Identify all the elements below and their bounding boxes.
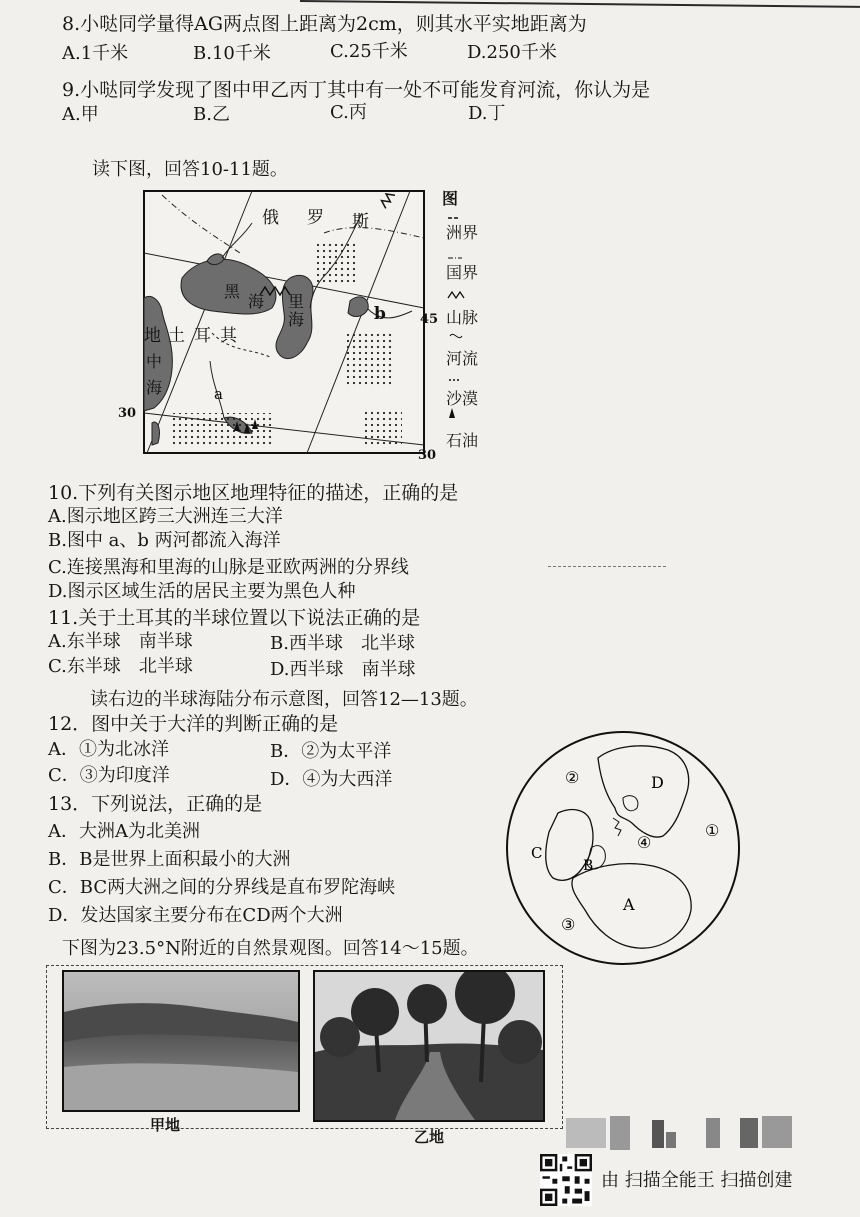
q12-option-b: B．②为太平洋 xyxy=(270,741,392,762)
label-russia-1: 俄 xyxy=(262,208,279,228)
ocean-4-label: ④ xyxy=(637,833,652,852)
q10-option-b: B.图中 a、b 两河都流入海洋 xyxy=(48,530,281,551)
q12-option-a: A．①为北冰洋 xyxy=(48,739,169,760)
ocean-1-label: ① xyxy=(705,821,720,840)
label-med-2: 海 xyxy=(146,378,163,397)
label-caspian-1: 里 xyxy=(288,292,305,311)
intro-12-13: 读右边的半球海陆分布示意图，回答12—13题。 xyxy=(90,689,478,710)
continent-b-label: B xyxy=(583,858,594,874)
divider-dashed xyxy=(548,566,666,567)
ocean-2-label: ② xyxy=(565,768,580,787)
q11-stem: 11.关于土耳其的半球位置以下说法正确的是 xyxy=(48,607,421,629)
map-legend-title: 图 xyxy=(442,189,459,208)
desert-landscape-photo xyxy=(62,970,300,1112)
q9-option-d: D.丁 xyxy=(468,103,506,124)
label-lat-30-left: 30 xyxy=(118,406,137,421)
label-russia-3: 斯 xyxy=(352,212,369,232)
legend-symbols xyxy=(440,208,480,448)
q11-option-b: B.西半球 北半球 xyxy=(270,633,415,654)
q11-option-a: A.东半球 南半球 xyxy=(48,631,193,652)
label-turkey-2: 土 xyxy=(168,326,185,346)
continent-a-label: A xyxy=(623,895,635,914)
q10-option-d: D.图示区域生活的居民主要为黑色人种 xyxy=(48,581,356,602)
label-black-sea-1: 黑 xyxy=(224,282,241,301)
hemisphere-land-sea-map xyxy=(503,728,743,968)
q11-option-d: D.西半球 南半球 xyxy=(270,659,416,680)
q12-option-c: C．③为印度洋 xyxy=(48,765,170,786)
label-russia-2: 罗 xyxy=(307,208,324,228)
label-river-b: b xyxy=(374,304,386,324)
q9-option-c: C.丙 xyxy=(330,102,367,123)
q12-option-d: D．④为大西洋 xyxy=(270,769,393,790)
label-turkey-4: 其 xyxy=(220,326,237,346)
label-lat-30-bottom: 30 xyxy=(418,448,437,463)
label-river-a: a xyxy=(214,385,223,403)
q9-option-a: A.甲 xyxy=(62,104,99,125)
q8-option-a: A.1千米 xyxy=(62,43,129,64)
intro-14-15: 下图为23.5°N附近的自然景观图。回答14～15题。 xyxy=(62,938,479,959)
q13-option-c: C．BC两大洲之间的分界线是直布罗陀海峡 xyxy=(48,877,396,898)
legend-mountain: 山脉 xyxy=(446,308,479,327)
top-rule xyxy=(300,0,860,8)
palm-trees-photo xyxy=(313,970,545,1122)
label-turkey-3: 耳 xyxy=(194,326,211,346)
legend-river: 河流 xyxy=(446,349,479,368)
blurred-watermark xyxy=(548,1112,803,1154)
label-turkey-1: 地 xyxy=(144,326,161,346)
q10-option-a: A.图示地区跨三大洲连三大洋 xyxy=(48,506,283,527)
q13-option-d: D．发达国家主要分布在CD两个大洲 xyxy=(48,905,343,926)
q11-option-c: C.东半球 北半球 xyxy=(48,656,193,677)
q10-stem: 10.下列有关图示地区地理特征的描述，正确的是 xyxy=(48,482,459,504)
q12-stem: 12．图中关于大洋的判断正确的是 xyxy=(48,713,339,735)
photo-right-caption: 乙地 xyxy=(414,1128,445,1146)
label-lat-45: 45 xyxy=(420,312,439,327)
label-black-sea-2: 海 xyxy=(248,292,265,311)
legend-country-border: 国界 xyxy=(446,263,479,282)
legend-oil: 石油 xyxy=(446,431,479,450)
q8-option-d: D.250千米 xyxy=(467,42,557,63)
legend-desert: 沙漠 xyxy=(446,389,479,408)
scanner-credit: 由 扫描全能王 扫描创建 xyxy=(601,1170,793,1191)
ocean-3-label: ③ xyxy=(561,915,576,934)
intro-10-11: 读下图，回答10-11题。 xyxy=(92,159,288,180)
q9-stem: 9.小哒同学发现了图中甲乙丙丁其中有一处不可能发育河流，你认为是 xyxy=(62,79,651,101)
q13-option-b: B．B是世界上面积最小的大洲 xyxy=(48,849,291,870)
q8-stem: 8.小哒同学量得AG两点图上距离为2cm，则其水平实地距离为 xyxy=(62,13,587,35)
q13-option-a: A．大洲A为北美洲 xyxy=(48,821,200,842)
q8-option-c: C.25千米 xyxy=(330,41,408,62)
qr-code-icon xyxy=(540,1154,592,1206)
caspian-region-map xyxy=(112,183,442,463)
continent-c-label: C xyxy=(531,844,543,862)
q9-option-b: B.乙 xyxy=(193,104,230,125)
q13-stem: 13．下列说法，正确的是 xyxy=(48,793,263,815)
q8-option-b: B.10千米 xyxy=(193,43,271,64)
label-caspian-2: 海 xyxy=(288,310,305,329)
label-med-1: 中 xyxy=(146,352,163,371)
legend-continent-border: 洲界 xyxy=(446,223,479,242)
photo-left-caption: 甲地 xyxy=(150,1116,181,1134)
q10-option-c: C.连接黑海和里海的山脉是亚欧两洲的分界线 xyxy=(48,557,409,578)
continent-d-label: D xyxy=(651,773,664,792)
